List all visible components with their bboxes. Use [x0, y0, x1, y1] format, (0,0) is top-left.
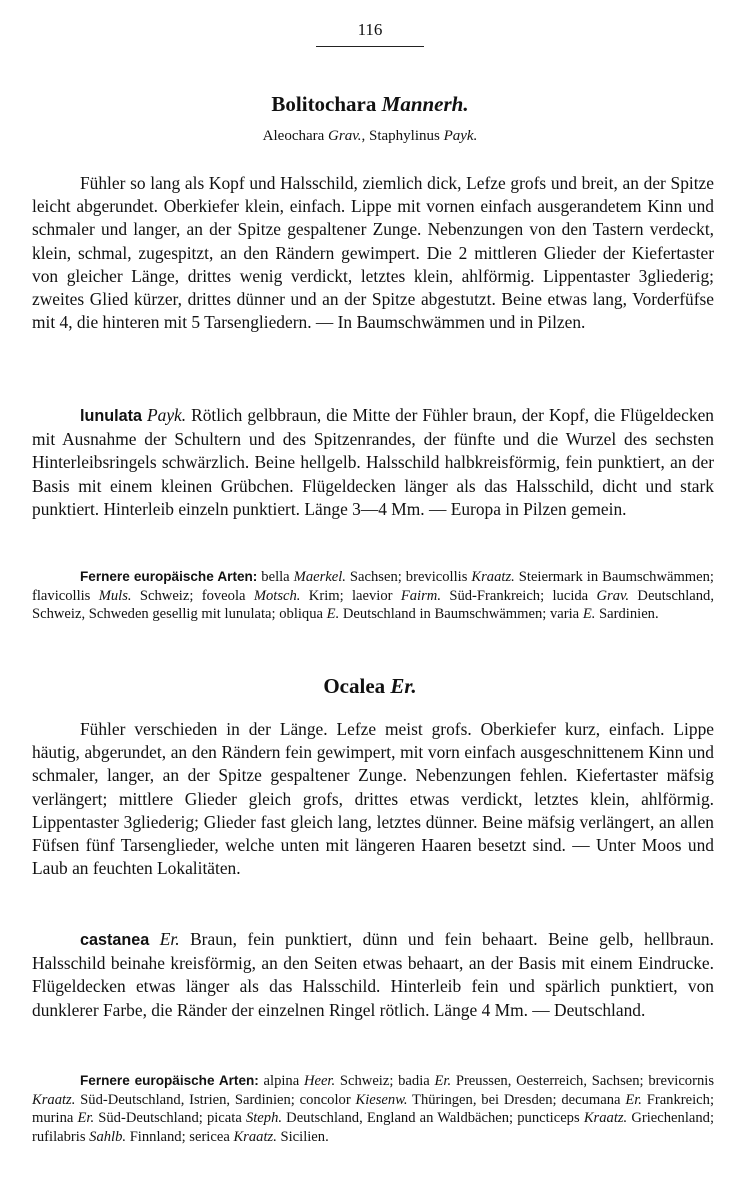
note-text: Steiermark in Baumschwämmen; flavicollis — [32, 569, 714, 604]
note-text: Süd-Deutschland; picata — [94, 1110, 246, 1127]
genus-name: Ocalea — [323, 674, 386, 698]
note-author: Steph. — [245, 1110, 283, 1127]
note-text: Krim; laevior — [300, 587, 401, 604]
genus-name: Bolitochara — [271, 92, 377, 116]
note-text: Thüringen, bei Dresden; decumana — [407, 1091, 626, 1108]
species-author: Payk. — [147, 405, 187, 425]
note-author: E. — [326, 606, 340, 623]
note-author: Maerkel. — [293, 569, 346, 585]
note-author: Sahlb. — [89, 1128, 127, 1145]
note-author: Kraatz. — [583, 1110, 628, 1127]
note-text: Griechenland; rufilabris — [32, 1110, 715, 1145]
genus-heading-bolitochara — [0, 92, 740, 117]
species-text: Braun, fein punktiert, dünn und fein behaart. Beine gelb, hellbraun. Halsschild beinahe kreisförmig, an den Seiten etwas behaart, an der Basis mit einem Eindrucke. Flügeldecken etwas länger als das Halsschild. Hinterleib fein und spärlich punktiert, von dunklerer Farbe, die Ränder der einzelnen Ringel rötlich. Länge 4 Mm. — Deutschland. — [32, 929, 714, 1020]
genus-author: Er. — [390, 674, 417, 698]
species-text: Rötlich gelbbraun, die Mitte der Fühler braun, der Kopf, die Flügeldecken mit Ausnahme der Schultern und des Spitzenrandes, der fünfte und die Wurzel des sechsten Hinterleibsringels schwärzlich. Beine hellgelb. Halsschild halbkreisförmig, fein punktiert, an der Basis mit einem kleinen Grübchen. Flügeldecken länger als das Halsschild, dicht und stark punktiert. Hinterleib einzeln punktiert. Länge 3—4 Mm. — Europa in Pilzen gemein. — [32, 405, 714, 519]
note-text: Deutschland, England an Waldbächen; puncticeps — [282, 1110, 584, 1127]
species-name: lunulata — [80, 407, 142, 425]
further-species-note — [32, 1072, 714, 1146]
note-text: Preussen, Oesterreich, Sachsen; brevicornis — [451, 1073, 714, 1089]
note-text: bella — [257, 569, 294, 585]
note-text: Schweiz; badia — [335, 1073, 435, 1089]
page-number: 116 — [357, 20, 383, 39]
further-species-label: Fernere europäische Arten: — [80, 569, 258, 584]
genus-heading-ocalea — [0, 674, 740, 699]
note-author: Kraatz. — [32, 1091, 76, 1108]
further-species-label: Fernere europäische Arten: — [80, 1073, 259, 1088]
note-text: Süd-Deutschland, Istrien, Sardinien; concolor — [75, 1091, 356, 1108]
synonym-author: Payk. — [443, 128, 478, 144]
note-author: Kiesenw. — [355, 1091, 408, 1108]
note-text: Sardinien. — [595, 606, 659, 623]
description-text: Fühler verschieden in der Länge. Lefze meist grofs. Oberkiefer kurz, einfach. Lippe häutig, abgerundet, an den Rändern fein gewimpert, mit vorn einfach ausgeschnittenem Kinn und schmaler, langer, an der Spitze gespaltener Zunge. Nebenzungen fehlen. Kiefertaster mäfsig verlängert; mittlere Glieder gleich grofs, drittes etwas verdickt, letztes klein, ahlförmig. Lippentaster 3gliederig; Glieder fast gleich lang, letztes dünner. Beine mäfsig verlängert, an allen Füfsen fünf Tarsenglieder, welche unten mit längeren Haaren besetzt sind. — Unter Moos und Laub an feuchten Lokalitäten. — [32, 719, 714, 879]
note-author: Motsch. — [253, 587, 301, 604]
note-author: Grav. — [596, 587, 630, 604]
note-text: Deutschland, Schweiz, Schweden gesellig mit lunulata; obliqua — [32, 587, 714, 623]
species-name: castanea — [80, 931, 150, 949]
species-entry-lunulata — [32, 404, 714, 521]
note-author: Kraatz. — [233, 1128, 277, 1145]
description-text: Fühler so lang als Kopf und Halsschild, ziemlich dick, Lefze grofs und breit, an der Spitze leicht abgerundet. Oberkiefer klein, einfach. Lippe mit vornen einfach ausgerandetem Kinn und schmaler und langer, an der Spitze gespaltener Zunge. Nebenzungen von den Tastern verdeckt, klein, schmal, zugespitzt, an den Rändern gewimpert. Die 2 mittleren Glieder der Kiefertaster von gleicher Länge, drittes wenig verdickt, letztes klein, ahlförmig. Lippentaster 3gliederig; zweites Glied kürzer, drittes dünner und an der Spitze abgestutzt. Beine etwas lang, Vorderfüfse mit 4, die hinteren mit 5 Tarsengliedern. — In Baumschwämmen und in Pilzen. — [32, 173, 714, 333]
further-species-note — [32, 568, 714, 624]
synonym-author: Grav. — [328, 128, 362, 144]
note-text: Süd-Frankreich; lucida — [440, 587, 597, 604]
note-author: Heer. — [303, 1073, 336, 1089]
note-text: Schweiz; foveola — [131, 587, 254, 604]
genus-description — [32, 172, 714, 334]
genus-synonyms — [0, 128, 740, 145]
note-author: Er. — [625, 1091, 642, 1108]
note-text: alpina — [258, 1073, 304, 1089]
species-author: Er. — [159, 929, 180, 949]
note-text: Sachsen; brevicollis — [345, 569, 472, 585]
synonym-aleochara: Aleochara — [262, 128, 325, 144]
genus-description — [32, 718, 714, 880]
species-entry-castanea — [32, 928, 714, 1022]
note-author: Kraatz. — [471, 569, 515, 585]
note-text: Sicilien. — [276, 1128, 329, 1145]
note-text: Deutschland in Baumschwämmen; varia — [339, 606, 583, 623]
note-author: Muls. — [98, 587, 132, 604]
note-author: Er. — [77, 1110, 95, 1127]
genus-author: Mannerh. — [381, 92, 469, 116]
note-author: Fairm. — [400, 587, 441, 604]
note-text: Frankreich; murina — [32, 1091, 714, 1127]
note-author: E. — [582, 606, 596, 623]
note-text: Finnland; sericea — [126, 1128, 234, 1145]
note-author: Er. — [434, 1073, 452, 1089]
page-number-rule — [316, 46, 424, 47]
synonym-staphylinus: , Staphylinus — [361, 128, 440, 144]
